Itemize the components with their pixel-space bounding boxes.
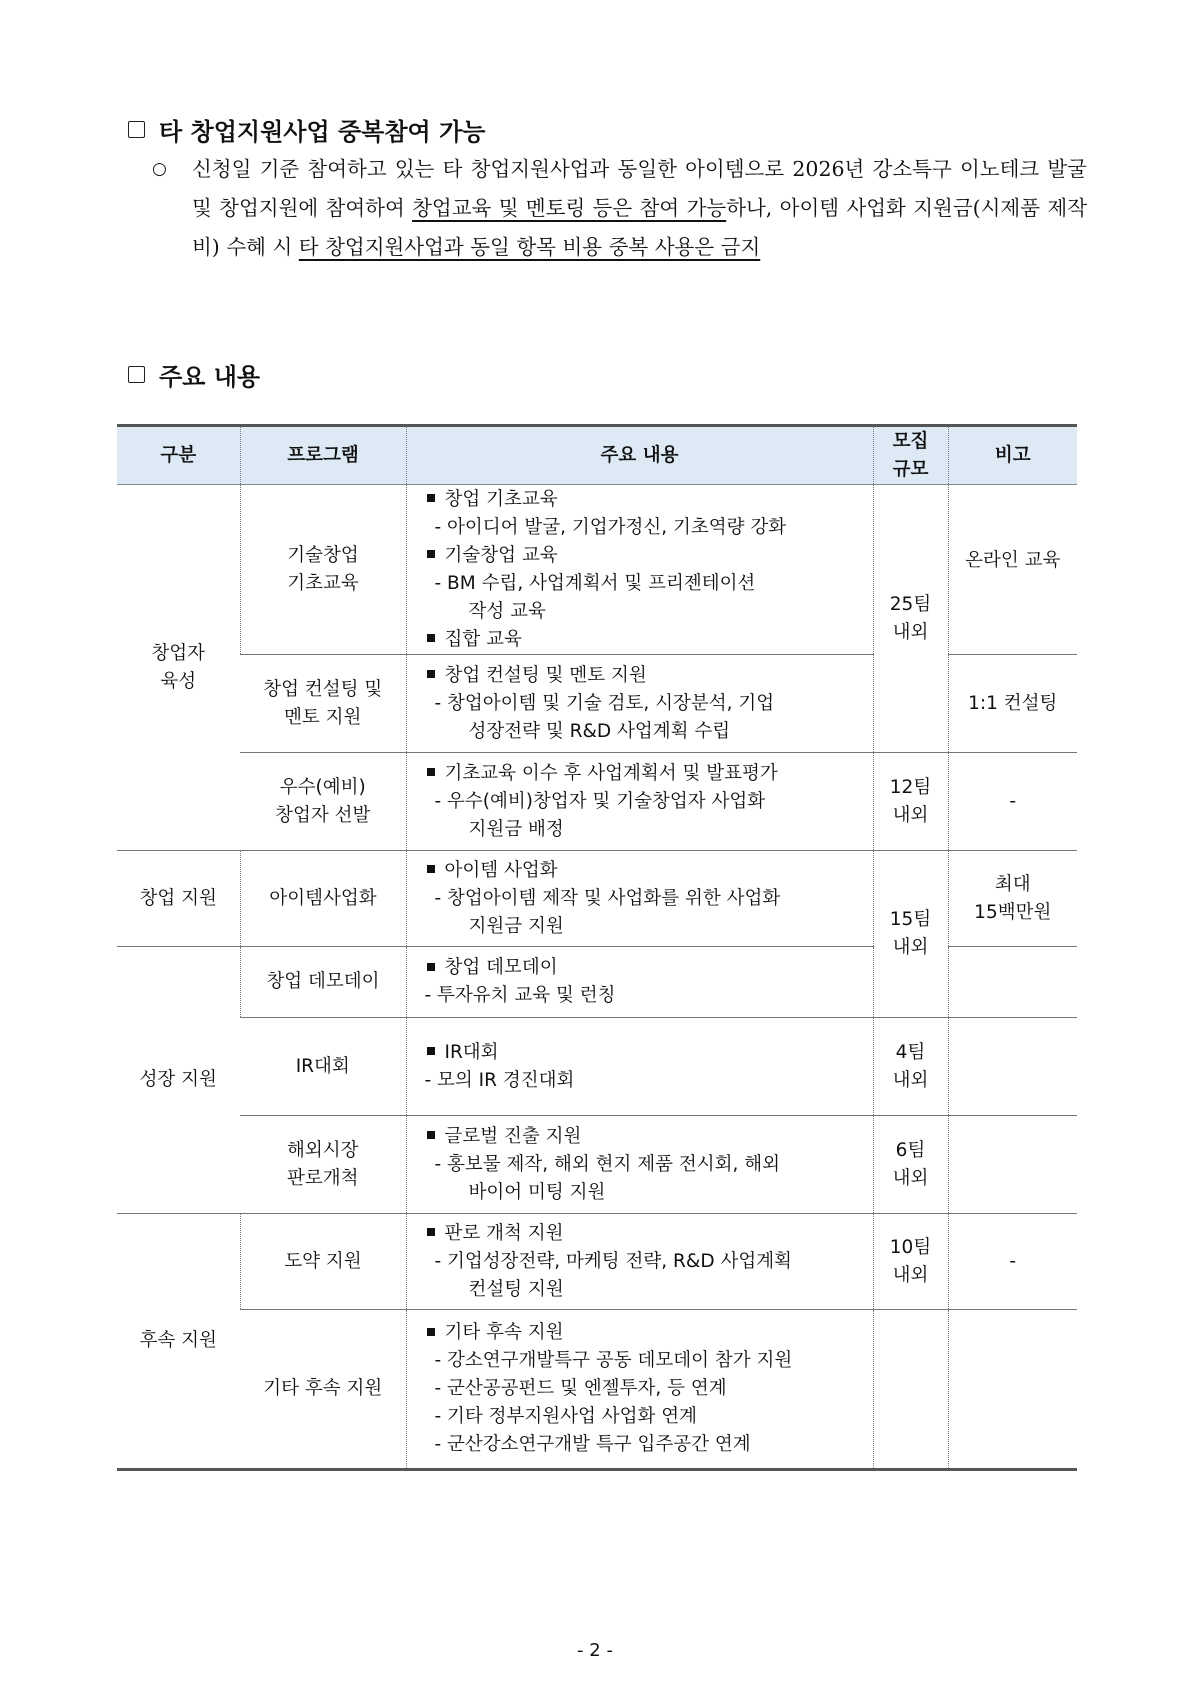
square-bullet-icon [427, 865, 435, 873]
content-cell: 아이템 사업화 - 창업아이템 제작 및 사업화를 위한 사업화 지원금 지원 [406, 851, 873, 947]
program-cell: 기타 후속 지원 [240, 1310, 406, 1470]
header-category: 구분 [117, 426, 240, 485]
paragraph-text [192, 150, 1087, 267]
scale-cell: 10팀 내외 [873, 1214, 948, 1310]
scale-cell: 4팀 내외 [873, 1018, 948, 1116]
paragraph-text-1: 신청일 기준 참여하고 있는 타 창업지원사업과 동일한 아이템으로 2026년 강소특구 이노테크 발굴 및 창업지원에 참여하여 [192, 157, 1087, 220]
checkbox-square-icon [128, 366, 145, 383]
scale-cell: 25팀 내외 [873, 485, 948, 753]
content-cell: 창업 컨설팅 및 멘토 지원 - 창업아이템 및 기술 검토, 시장분석, 기업 성장전략 및 R&D 사업계획 수립 [406, 655, 873, 753]
content-cell: 기초교육 이수 후 사업계획서 및 발표평가 - 우수(예비)창업자 및 기술창업자 사업화 지원금 배정 [406, 753, 873, 851]
header-program: 프로그램 [240, 426, 406, 485]
program-cell: 창업 컨설팅 및 멘토 지원 [240, 655, 406, 753]
duplicate-participation-paragraph [152, 150, 1087, 267]
header-note: 비고 [948, 426, 1077, 485]
scale-cell: 6팀 내외 [873, 1116, 948, 1214]
paragraph-underline-1: 창업교육 및 멘토링 등은 참여 가능 [412, 196, 727, 220]
note-cell: 최대 15백만원 [948, 851, 1077, 947]
paragraph-underline-2: 타 창업지원사업과 동일 항목 비용 중복 사용은 금지 [298, 235, 761, 259]
page-number: - 2 - [577, 1640, 613, 1661]
note-cell [948, 1310, 1077, 1470]
program-cell: 해외시장 판로개척 [240, 1116, 406, 1214]
table-header-row [117, 426, 1077, 485]
scale-cell: 15팀 내외 [873, 851, 948, 1018]
square-bullet-icon [427, 1047, 435, 1055]
category-cell: 창업자 육성 [151, 642, 206, 692]
square-bullet-icon [427, 670, 435, 678]
table-row [117, 851, 1077, 947]
section-heading-main-content [128, 357, 260, 392]
table-row [117, 1310, 1077, 1470]
section-heading-duplicate-participation [128, 112, 485, 147]
category-cell: 성장 지원 [117, 947, 240, 1214]
content-cell: 창업 데모데이 - 투자유치 교육 및 런칭 [406, 947, 873, 1018]
paragraph-text-2: 하나, 아이템 사업화 지원금(시제품 제작비) 수혜 시 [192, 196, 1087, 259]
note-cell [948, 947, 1077, 1018]
content-cell: 글로벌 진출 지원 - 홍보물 제작, 해외 현지 제품 전시회, 해외 바이어 미팅 지원 [406, 1116, 873, 1214]
category-cell: 창업 지원 [117, 851, 240, 947]
program-cell: 도약 지원 [240, 1214, 406, 1310]
program-cell: 우수(예비) 창업자 선발 [240, 753, 406, 851]
table-row [117, 1018, 1077, 1116]
note-cell [948, 1116, 1077, 1214]
section-heading-text: 주요 내용 [159, 363, 261, 391]
checkbox-square-icon [128, 121, 145, 138]
table-row [117, 1214, 1077, 1310]
circle-bullet-icon: ○ [152, 159, 167, 179]
note-cell: 온라인 교육 [948, 485, 1077, 655]
content-cell: 판로 개척 지원 - 기업성장전략, 마케팅 전략, R&D 사업계획 컨설팅 지원 [406, 1214, 873, 1310]
square-bullet-icon [427, 1131, 435, 1139]
note-cell: - [948, 753, 1077, 851]
table-row [117, 753, 1077, 851]
content-cell: IR대회 - 모의 IR 경진대회 [406, 1018, 873, 1116]
square-bullet-icon [427, 963, 435, 971]
table-row [117, 485, 1077, 655]
note-cell [948, 1018, 1077, 1116]
program-cell: 창업 데모데이 [240, 947, 406, 1018]
program-table [117, 424, 1077, 1471]
square-bullet-icon [427, 768, 435, 776]
note-cell: - [948, 1214, 1077, 1310]
content-cell: 기타 후속 지원 - 강소연구개발특구 공동 데모데이 참가 지원 - 군산공공펀드 및 엔젤투자, 등 연계 - 기타 정부지원사업 사업화 연계 - 군산강소연구개발 특구 입주공간 연계 [406, 1310, 873, 1470]
note-cell: 1:1 컨설팅 [948, 655, 1077, 753]
square-bullet-icon [427, 494, 435, 502]
header-content: 주요 내용 [406, 426, 873, 485]
program-cell: 아이템사업화 [240, 851, 406, 947]
square-bullet-icon [427, 1328, 435, 1336]
category-cell: 후속 지원 [117, 1214, 240, 1470]
content-cell: 창업 기초교육 - 아이디어 발굴, 기업가정신, 기초역량 강화 기술창업 교육 - BM 수립, 사업계획서 및 프리젠테이션 작성 교육 집합 교육 [406, 485, 873, 655]
table-row [117, 1116, 1077, 1214]
square-bullet-icon [427, 634, 435, 642]
program-cell: 기술창업 기초교육 [240, 485, 406, 655]
program-cell: IR대회 [240, 1018, 406, 1116]
square-bullet-icon [427, 550, 435, 558]
scale-cell [873, 1310, 948, 1470]
header-scale: 모집 규모 [873, 426, 948, 485]
scale-cell: 12팀 내외 [873, 753, 948, 851]
square-bullet-icon [427, 1228, 435, 1236]
section-heading-text: 타 창업지원사업 중복참여 가능 [159, 118, 486, 146]
